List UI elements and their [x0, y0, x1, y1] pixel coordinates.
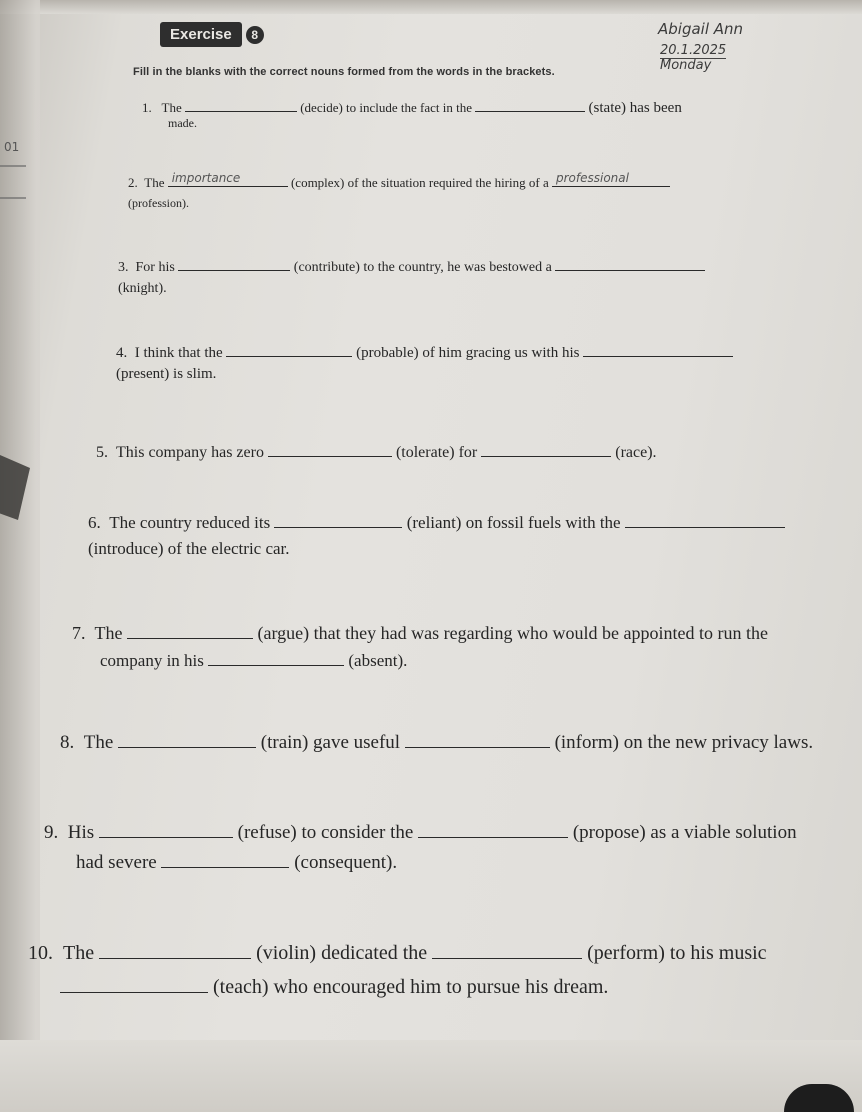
question-2 — [128, 173, 670, 191]
question-text: His — [67, 822, 95, 843]
answer-blank[interactable] — [168, 173, 288, 187]
question-10 — [28, 938, 767, 965]
handwritten-day: Monday — [660, 58, 712, 73]
question-text: company in his — [100, 651, 204, 670]
instructions: Fill in the blanks with the correct nouns formed from the words in the brackets. — [133, 66, 555, 78]
answer-blank[interactable] — [60, 972, 208, 993]
question-1-cont: made. — [168, 116, 197, 130]
answer-blank[interactable] — [432, 938, 582, 959]
question-9 — [44, 818, 797, 844]
answer-blank[interactable] — [418, 818, 568, 838]
question-number: 9. — [44, 822, 59, 843]
question-text: The country reduced its — [109, 513, 271, 532]
answer-blank[interactable] — [208, 648, 344, 666]
answer-blank[interactable] — [185, 98, 297, 112]
answer-blank[interactable] — [475, 98, 585, 112]
question-text: (consequent). — [294, 852, 398, 873]
question-text: (state) has been — [588, 100, 682, 116]
question-text: For his — [135, 260, 175, 275]
question-number: 7. — [72, 623, 86, 643]
question-text: (complex) of the situation required the hiring of a — [290, 175, 549, 190]
answer-blank[interactable] — [625, 510, 785, 528]
question-6-cont: (introduce) of the electric car. — [88, 539, 290, 558]
question-2-cont: (profession). — [128, 196, 189, 210]
question-7 — [72, 620, 768, 644]
question-number: 1. — [142, 100, 152, 115]
question-text: (inform) on the new privacy laws. — [554, 732, 814, 753]
answer-blank[interactable] — [99, 938, 251, 959]
question-10-cont — [60, 972, 608, 999]
answer-blank[interactable] — [405, 728, 550, 748]
question-text: (reliant) on fossil fuels with the — [406, 513, 621, 532]
answer-blank[interactable] — [99, 818, 233, 838]
answer-blank[interactable] — [555, 256, 705, 271]
question-1 — [142, 98, 682, 117]
question-number: 6. — [88, 513, 101, 532]
answer-blank[interactable] — [274, 510, 402, 528]
question-text: (refuse) to consider the — [237, 822, 414, 843]
margin-lines — [0, 165, 26, 199]
question-text: (argue) that they had was regarding who would be appointed to run the — [257, 623, 769, 643]
question-text: (tolerate) for — [395, 444, 478, 461]
handwritten-answer: importance — [171, 171, 241, 185]
question-number: 5. — [96, 444, 108, 461]
exercise-title: Exercise — [160, 22, 242, 47]
question-6 — [88, 510, 785, 533]
answer-blank[interactable] — [127, 620, 253, 639]
question-3 — [118, 256, 705, 276]
margin-scribble: 01 — [4, 140, 20, 154]
question-text: The — [83, 732, 114, 753]
student-name: Abigail Ann — [658, 20, 744, 38]
question-text: The — [144, 175, 165, 190]
question-5 — [96, 440, 657, 462]
answer-blank[interactable] — [552, 173, 670, 187]
question-4 — [116, 341, 733, 362]
question-8 — [60, 728, 813, 754]
question-text: (train) gave useful — [260, 732, 401, 753]
question-text: The — [63, 942, 95, 964]
question-9-cont — [76, 848, 397, 874]
question-text: (decide) to include the fact in the — [300, 100, 473, 115]
question-number: 10. — [28, 942, 53, 964]
question-number: 3. — [118, 260, 129, 275]
answer-blank[interactable] — [583, 341, 733, 357]
question-4-cont: (present) is slim. — [116, 366, 217, 382]
question-text: This company has zero — [116, 444, 264, 461]
handwritten-date: 20.1.2025 — [660, 43, 727, 58]
question-3-cont: (knight). — [118, 281, 167, 296]
question-number: 4. — [116, 345, 128, 361]
question-number: 8. — [60, 732, 75, 753]
question-text: (race). — [615, 444, 657, 461]
page-bottom-shadow — [0, 1040, 862, 1112]
answer-blank[interactable] — [118, 728, 256, 748]
answer-blank[interactable] — [161, 848, 289, 868]
question-text: (violin) dedicated the — [256, 942, 428, 964]
answer-blank[interactable] — [226, 341, 352, 357]
exercise-number: 8 — [246, 26, 264, 44]
page-top-shadow — [0, 0, 862, 14]
answer-blank[interactable] — [268, 440, 392, 457]
question-text: (probable) of him gracing us with his — [356, 345, 580, 361]
question-number: 2. — [128, 175, 138, 190]
question-text: had severe — [76, 852, 157, 873]
question-text: (teach) who encouraged him to pursue his dream. — [213, 976, 609, 998]
handwritten-answer: professional — [555, 171, 629, 185]
question-7-cont — [100, 648, 407, 671]
answer-blank[interactable] — [481, 440, 611, 457]
question-text: (perform) to his music — [587, 942, 767, 964]
question-text: The — [94, 623, 123, 643]
question-text: (absent). — [348, 651, 408, 670]
exercise-header — [160, 22, 264, 47]
question-text: (propose) as a viable solution — [572, 822, 797, 843]
question-text: (contribute) to the country, he was bestowed a — [293, 260, 552, 275]
answer-blank[interactable] — [178, 256, 290, 271]
question-text: The — [161, 100, 182, 115]
question-text: I think that the — [134, 345, 223, 361]
